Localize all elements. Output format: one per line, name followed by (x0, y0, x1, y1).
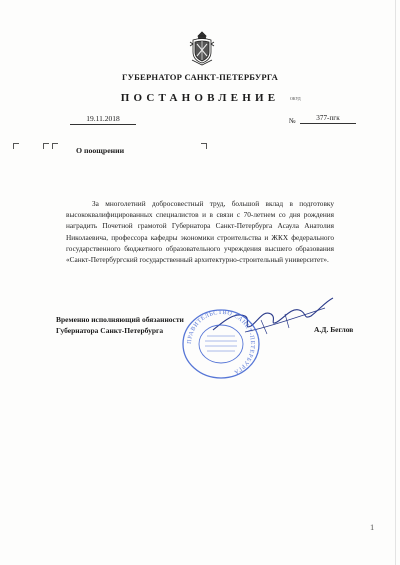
document-body: За многолетний добросовестный труд, большой вклад в подготовку высококвалифицированных специалистов и в связи с 70-летнем со дня рождения наградить Почетной грамотой Губернатора Санкт-Петербурга Асаула Анатолия Николаевича, профессора кафедры экономики строительства и ЖКХ федерального государственного бюджетного образовательного учреждения высшего образования «Санкт-Петербургский государственный архитектурно-строительный университет». (66, 199, 334, 265)
page-edge (395, 0, 396, 565)
stamp-ring-text: ПРАВИТЕЛЬСТВО САНКТ-ПЕТЕРБУРГА (186, 309, 256, 375)
document-subject: О поощрении (76, 146, 125, 155)
document-date: 19.11.2018 (70, 114, 136, 125)
form-code-label: ОКУД (290, 96, 301, 101)
official-stamp (179, 306, 263, 382)
signatory-position-line2: Губернатора Санкт-Петербурга (56, 326, 164, 335)
bracket-top-left-1 (13, 143, 19, 149)
signatory-name: А.Д. Беглов (314, 325, 354, 334)
number-sign: № (289, 117, 296, 125)
document-number: 377-пгк (300, 114, 356, 124)
authority-title: ГУБЕРНАТОР САНКТ-ПЕТЕРБУРГА (122, 72, 278, 82)
bracket-top-left-3 (52, 143, 58, 149)
st-petersburg-coat-of-arms-icon (189, 30, 215, 66)
svg-text:ПРАВИТЕЛЬСТВО САНКТ-ПЕТЕРБУРГА (187, 310, 255, 375)
page-number: 1 (370, 522, 375, 532)
signatory-position (56, 314, 184, 336)
bracket-top-right (201, 143, 207, 149)
document-type: ПОСТАНОВЛЕНИЕ (120, 92, 280, 104)
bracket-top-left-2 (43, 143, 49, 149)
signatory-position-line1: Временно исполняющий обязанности (56, 315, 184, 324)
